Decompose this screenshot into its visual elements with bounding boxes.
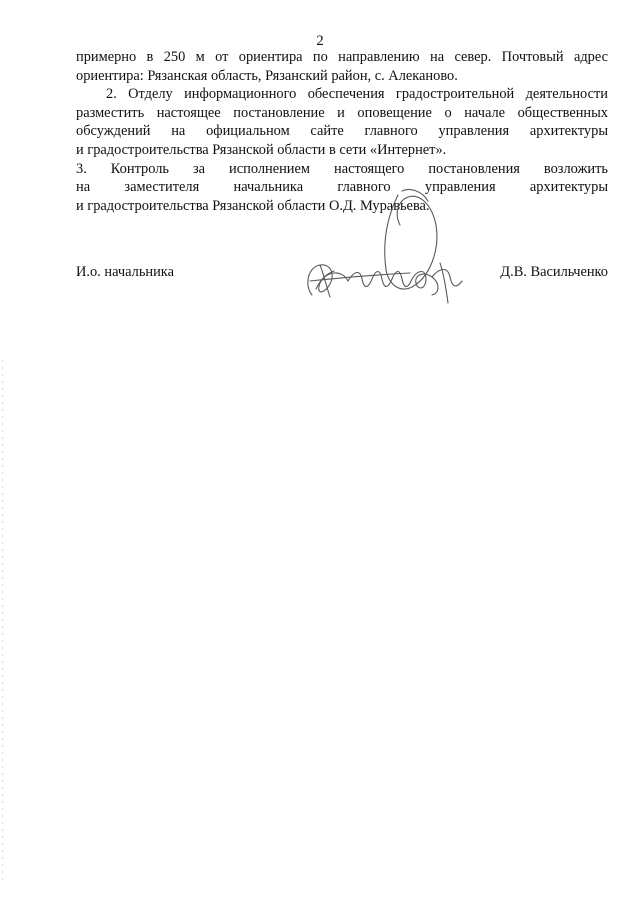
handwritten-signature: [290, 185, 470, 310]
text-line: обсуждений на официальном сайте главного управления архитектуры: [76, 123, 608, 140]
signer-title: И.о. начальника: [76, 264, 174, 280]
text-line: разместить настоящее постановление и оповещение о начале общественных: [76, 104, 608, 121]
text-line: 2. Отделу информационного обеспечения градостроительной деятельности: [106, 86, 608, 103]
text-line: на заместителя начальника главного управления архитектуры: [76, 179, 608, 196]
page-number: 2: [316, 33, 324, 49]
paragraph-item-2: [76, 85, 608, 159]
signer-name: Д.В. Васильченко: [500, 264, 608, 280]
text-line: 3. Контроль за исполнением настоящего постановления возложить: [76, 160, 608, 177]
text-line: ориентира: Рязанская область, Рязанский район, с. Алеканово.: [76, 67, 458, 84]
text-line: примерно в 250 м от ориентира по направлению на север. Почтовый адрес: [76, 49, 608, 65]
paragraph-address: [76, 48, 608, 85]
text-line: и градостроительства Рязанской области О.Д. Муравьева.: [76, 197, 430, 214]
signature-block: [76, 263, 608, 283]
signature-strokes: [308, 189, 462, 303]
scan-edge-artifact: [2, 360, 3, 880]
text-line: и градостроительства Рязанской области в сети «Интернет».: [76, 141, 447, 158]
